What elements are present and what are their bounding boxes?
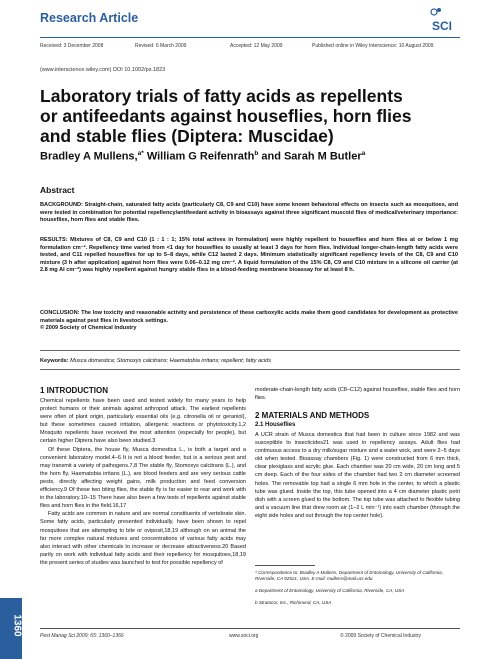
paragraph: A UCR strain of Musca domestica that had been in culture since 1982 and was susceptible to insecticides21 was used in repellency assays. Adult flies had continuous access to a dry milk/sugar mixture and a water wick, and were 2–5 days old when tested. Bioassay chambers (Fig. 1) were constructed from 6 mm thick, clear plexiglass and acrylic glue. Each chamber was 20 cm wide, 20 cm long and 5 cm deep. Each of the four sides of the chamber had two 2 cm diameter screened holes. The removable top had a single 6 mm hole in the center, to which a plastic tube was glued. Inside the top, this tube opened into a 4 cm diameter plastic petri dish with a screen glued to the bottom. The top tube was attached to flexible tubing and a vacuum line that drew room air (1–2 L min⁻¹) into each chamber (through the eight side holes and out through the top center hole). xyxy=(255,432,460,519)
keywords-text: Musca domestica; Stomoxys calcitrans; Haematobia irritans; repellent; fatty acids xyxy=(68,358,271,364)
journal-citation: Pest Manag Sci 2009; 65: 1360–1366 xyxy=(40,633,124,639)
section-heading: 1 INTRODUCTION xyxy=(40,386,108,395)
abstract-copyright: © 2009 Society of Chemical Industry xyxy=(40,325,137,331)
left-column xyxy=(40,397,246,567)
journal-site[interactable]: www.soci.org xyxy=(229,633,259,639)
paragraph: moderate-chain-length fatty acids (C8–C12) against houseflies, stable flies and horn flies. xyxy=(255,387,460,402)
conclusion-label: CONCLUSION: xyxy=(40,310,80,316)
title-line: and stable flies (Diptera: Muscidae) xyxy=(40,126,334,146)
author-list xyxy=(40,150,460,163)
author-affiliation-mark: a* xyxy=(137,150,144,157)
subsection-heading: 2.1 Houseflies xyxy=(255,422,296,428)
footnote-affiliation-a: a Department of Entomology, University of California, Riverside, CA, USA xyxy=(255,588,405,593)
results-text: Mixtures of C8, C9 and C10 (1 : 1 : 1; 15% total actives in formulation) were highly repellent to houseflies and horn flies at or below 1 mg formulation cm⁻². Repellency time varied from <1 day for houseflies to usually at least 3 days for horn flies. Individual longer-chain-length fatty acids were tested, and C11 repelled houseflies for up to 5–8 days, while C12 lasted 2 days. Minimum statistically significant repellency levels of the C8, C9 and C10 mixture (3 h after application) against horn flies were 0.06–0.12 mg cm⁻². A liquid formulation of the 15% C8, C9 and C10 mixture in a silicone oil carrier (at 2.8 mg AI cm⁻²) was highly repellent against hungry stable flies in a blood-feeding membrane bioassay for at least 8 h. xyxy=(40,237,458,273)
footer-rule xyxy=(40,628,460,629)
published-date: Published online in Wiley Interscience: 10 August 2009 xyxy=(312,43,434,49)
author-name: Bradley A Mullens, xyxy=(40,150,138,163)
author-affiliation-mark: a xyxy=(361,150,366,157)
accepted-date: Accepted: 12 May 2009 xyxy=(230,43,283,49)
footnote-correspondence: * Correspondence to: Bradley A Mullens, Department of Entomology, University of California, Riverside, CA 92521, USA. E-mail: mullens@mail.ucr.edu xyxy=(255,570,444,581)
right-column xyxy=(255,431,460,520)
paragraph: Chemical repellents have been used and tested widely for many years to help protect humans or their animals against arthropod attack. The earliest repellents were often of plant origin, particularly essential oils (e.g. citronella oil or geraniol), but these sometimes caused irritation, allergenic reactions or phytotoxicity.1,2 Mosquito repellents have received the most attention (especially for people), but certain higher Diptera have also been studied.3 xyxy=(40,398,246,445)
article-title xyxy=(40,86,460,146)
sci-logo-text: SCI xyxy=(432,19,453,33)
author-name: William G Reifenrath xyxy=(143,150,255,163)
abstract-conclusion xyxy=(40,310,458,333)
author-name: and Sarah M Butler xyxy=(258,150,362,163)
abstract-results xyxy=(40,237,458,275)
footnote-affiliation-b: b Stratacor, Inc., Richmond, CA, USA xyxy=(255,600,332,605)
header-rule xyxy=(40,37,460,38)
conclusion-text: The low toxicity and reasonable activity and persistence of these carboxylic acids make them good candidates for development as protective materials against pest flies in livestock settings. xyxy=(40,310,458,324)
author-affiliation-mark: b xyxy=(254,150,259,157)
received-date: Received: 3 December 2008 xyxy=(40,43,104,49)
background-text: Straight-chain, saturated fatty acids (particularly C8, C9 and C10) have some known behavioral effects on insects such as mosquitoes, and were tested in combination for potential repellency/antifeedant activity in bioassays against three significant muscoid flies of medical/veterinary importance: houseflies, horn flies and stable flies. xyxy=(40,202,458,223)
keywords xyxy=(40,358,271,364)
abstract-heading: Abstract xyxy=(40,185,75,195)
results-label: RESULTS: xyxy=(40,237,68,243)
divider xyxy=(40,350,460,351)
page-number: 1360 xyxy=(11,614,23,637)
article-type-label: Research Article xyxy=(40,11,139,25)
page-number-tab xyxy=(0,598,22,659)
revised-date: Revised: 6 March 2009 xyxy=(135,43,187,49)
abstract-background xyxy=(40,202,458,225)
right-column-continuation xyxy=(255,386,460,402)
title-line: or antifeedants against houseflies, horn flies xyxy=(40,106,412,126)
keywords-label: Keywords: xyxy=(40,358,69,364)
footnote-rule xyxy=(255,565,315,566)
doi-line[interactable]: (www.interscience.wiley.com) DOI 10.1002/ps.1823 xyxy=(40,67,166,73)
divider xyxy=(40,369,460,370)
paragraph: Of these Diptera, the house fly, Musca domestica L., is both a target and a convenient laboratory model.4–6 It is not a blood feeder, but is a serious pest and may transmit a variety of pathogens.7,8 The stable fly, Stomoxys calcitrans (L.), and the horn fly, Haematobia irritans (L.), are blood feeders and are very serious cattle pests, directly affecting weight gains, milk production and feed conversion efficiency.9 Of these two biting flies, the stable fly is far easier to rear and work with in the laboratory.10–15 There have also been a few tests of repellents against stable flies and horn flies in the field.16,17 xyxy=(40,446,246,510)
section-heading: 2 MATERIALS AND METHODS xyxy=(255,411,370,420)
title-line: Laboratory trials of fatty acids as repellents xyxy=(40,86,403,106)
background-label: BACKGROUND: xyxy=(40,202,83,208)
sci-logo xyxy=(428,6,464,34)
paragraph: Fatty acids are common in nature and are normal constituents of vertebrate skin. Some fatty acids, particularly presented individually, have been shown to repel mosquitoes that are attempting to bite or oviposit,18,19 although on an animal the far more complex natural mixtures and concentrations of various fatty acids may also interact with other chemicals to increase or decrease attractiveness.20 Based partly on work with individual fatty acids and their repellency for mosquitoes,18,19 the present series of studies was launched to test for possible repellency of xyxy=(40,511,246,566)
footer-copyright: © 2009 Society of Chemical Industry xyxy=(340,633,421,639)
